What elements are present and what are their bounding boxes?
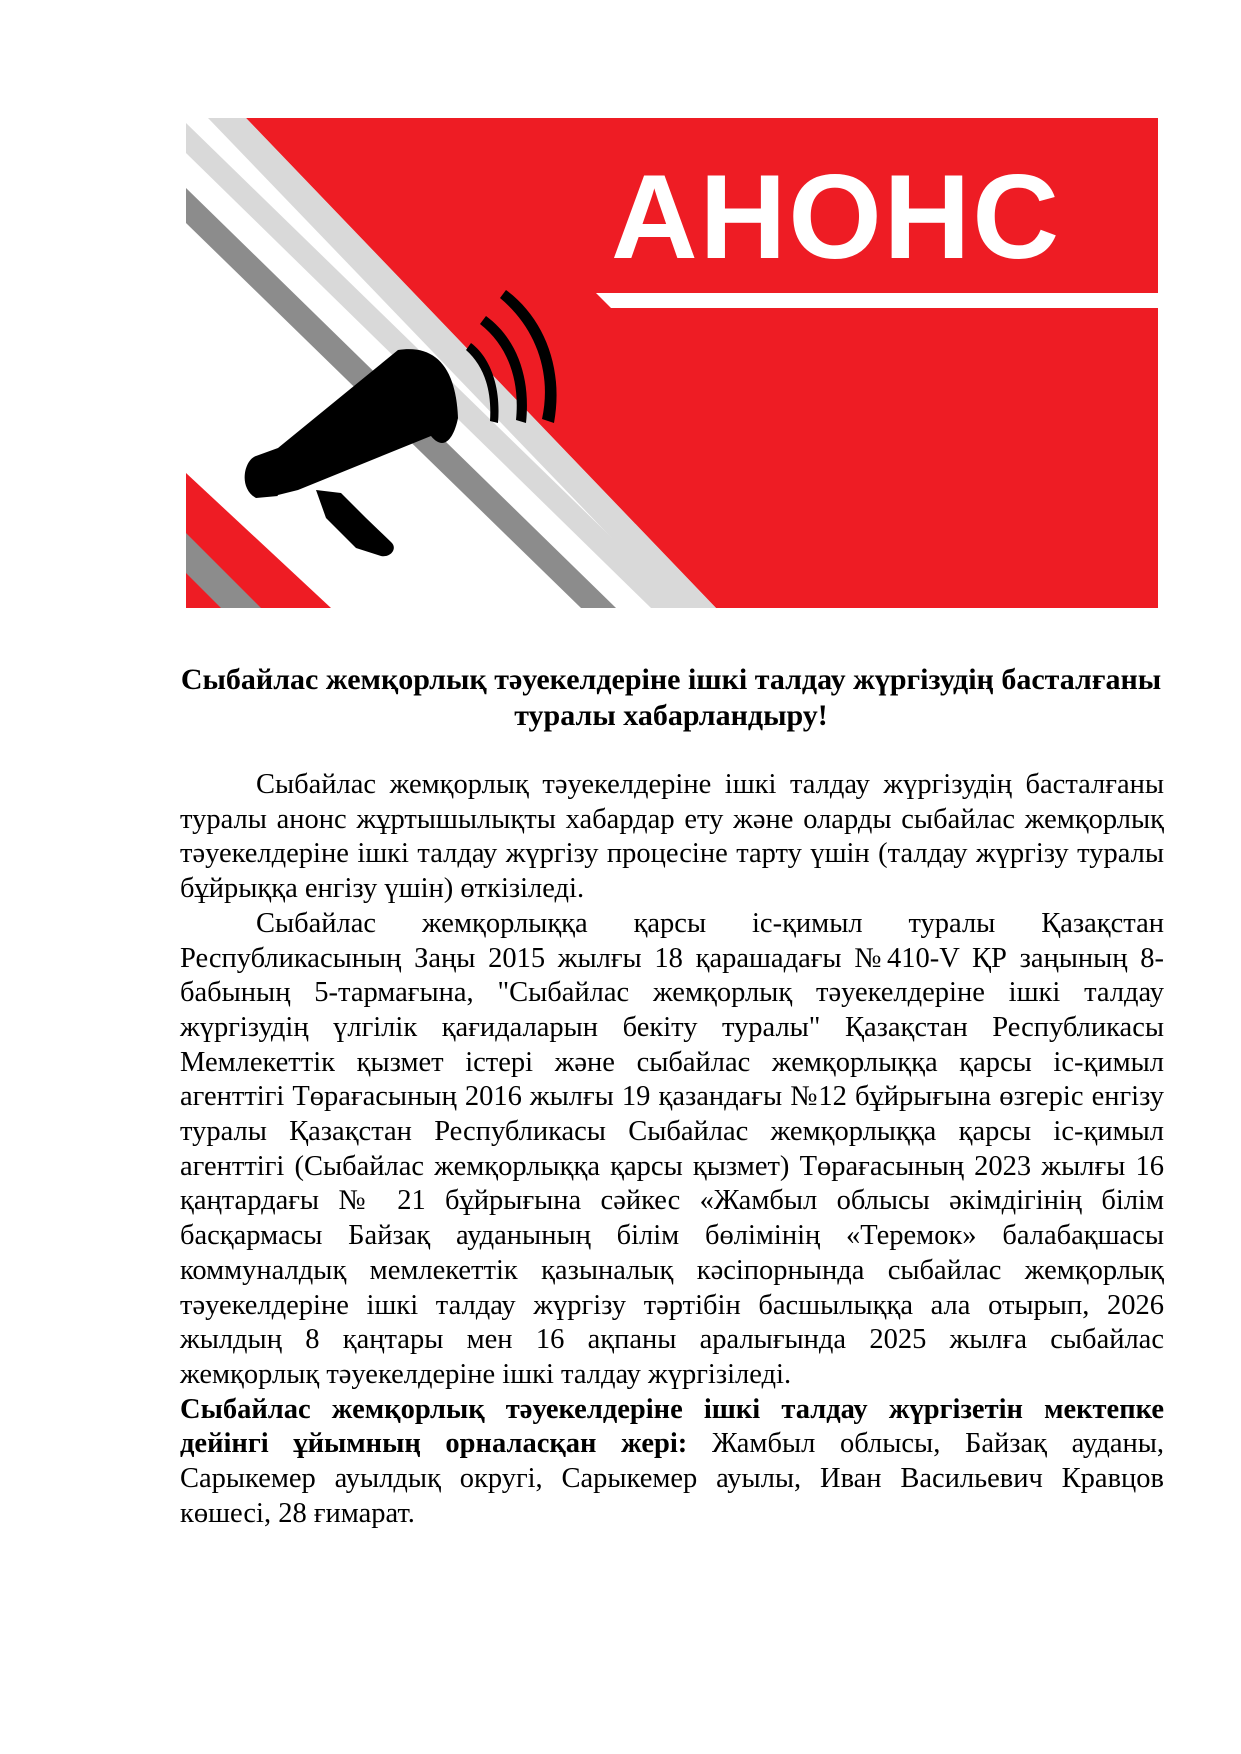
announcement-title bbox=[176, 662, 1166, 734]
paragraph-location bbox=[180, 1393, 1164, 1532]
location-address: Жамбыл облысы, Байзақ ауданы, Сарыкемер ауылдық округі, Сарыкемер ауылы, Иван Васильевич Кравцов көшесі, 28 ғимарат. bbox=[180, 1428, 1164, 1529]
banner-title: АНОНС bbox=[611, 150, 1061, 284]
location-label: Сыбайлас жемқорлық тәуекелдеріне ішкі талдау жүргізетін мектепке дейінгі ұйымның орналасқан жері: bbox=[180, 1393, 1164, 1460]
announcement-banner bbox=[186, 118, 1158, 608]
title-line-1: Сыбайлас жемқорлық тәуекелдеріне ішкі талдау жүргізудің басталғаны bbox=[180, 663, 1162, 696]
title-line-2: туралы хабарландыру! bbox=[514, 699, 828, 732]
banner-graphic bbox=[186, 118, 1158, 608]
paragraph-legal-basis: Сыбайлас жемқорлыққа қарсы іс-қимыл туралы Қазақстан Республикасының Заңы 2015 жылғы 18 қарашадағы №410-V ҚР заңының 8-бабының 5-тармағына, "Сыбайлас жемқорлық тәуекелдеріне ішкі талдау жүргізудің үлгілік қағидаларын бекіту туралы" Қазақстан Республикасы Мемлекеттік қызмет істері және сыбайлас жемқорлыққа қарсы іс-қимыл агенттігі Төрағасының 2016 жылғы 19 қазандағы №12 бұйрығына өзгеріс енгізу туралы Қазақстан Республикасы Сыбайлас жемқорлыққа қарсы іс-қимыл агенттігі (Сыбайлас жемқорлыққа қарсы қызмет) Төрағасының 2023 жылғы 16 қаңтардағы № 21 бұйрығына сәйкес «Жамбыл облысы әкімдігінің білім басқармасы Байзақ ауданының білім бөлімінің «Теремок» балабақшасы коммуналдық мемлекеттік қазыналық кәсіпорнында сыбайлас жемқорлық тәуекелдеріне ішкі талдау жүргізу тәртібін басшылыққа ала отырып, 2026 жылдың 8 қаңтары мен 16 ақпаны аралығында 2025 жылға сыбайлас жемқорлық тәуекелдеріне ішкі талдау жүргізіледі. bbox=[180, 907, 1164, 1390]
paragraph-purpose: Сыбайлас жемқорлық тәуекелдеріне ішкі талдау жүргізудің басталғаны туралы анонс жұртышылықты хабардар ету және оларды сыбайлас жемқорлық тәуекелдеріне ішкі талдау жүргізу процесіне тарту үшін (талдау жүргізу туралы бұйрыққа енгізу үшін) өткізіледі. bbox=[180, 769, 1164, 905]
announcement-body bbox=[180, 768, 1164, 1531]
banner-divider bbox=[596, 293, 1158, 308]
